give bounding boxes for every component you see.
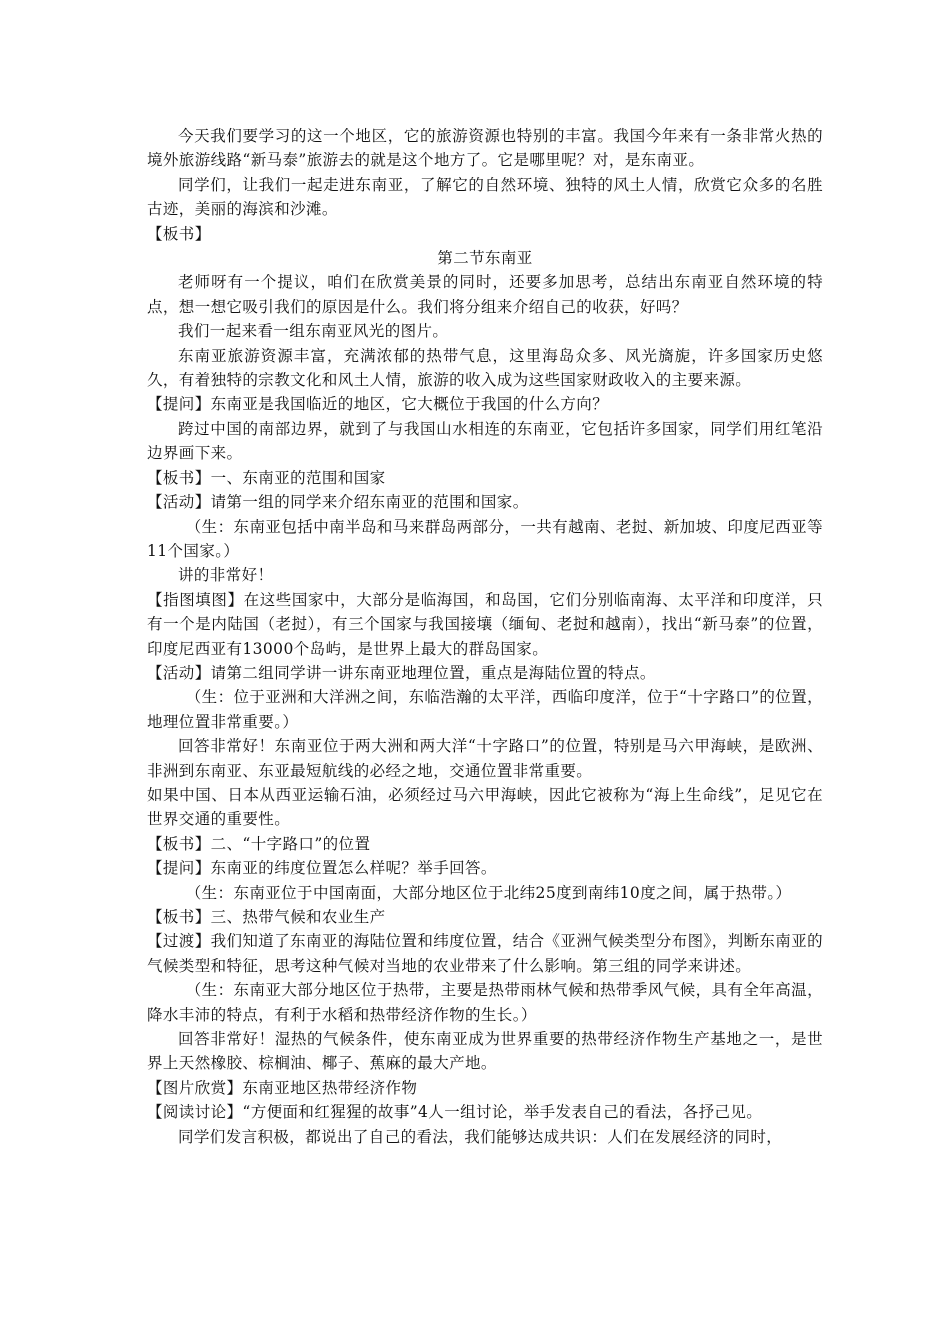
section-title: 第二节东南亚 xyxy=(437,249,533,268)
student-answer-2: （生：位于亚洲和大洋洲之间，东临浩瀚的太平洋，西临印度洋，位于“十字路口”的位置，地理位置非常重要。） xyxy=(147,688,823,731)
picture-appreciation: 【图片欣赏】东南亚地区热带经济作物 xyxy=(147,1078,418,1097)
paragraph-pictures: 我们一起来看一组东南亚风光的图片。 xyxy=(178,322,449,341)
board-heading-1: 【板书】一、东南亚的范围和国家 xyxy=(147,468,386,487)
paragraph-crossroads: 回答非常好！东南亚位于两大洲和两大洋“十字路口”的位置，特别是马六甲海峡，是欧洲、非洲到东南亚、东亚最短航线的必经之地，交通位置非常重要。 xyxy=(147,737,823,780)
student-answer-4: （生：东南亚大部分地区位于热带，主要是热带雨林气候和热带季风气候，具有全年高温，降水丰沛的特点，有利于水稻和热带经济作物的生长。） xyxy=(147,981,823,1024)
paragraph-consensus: 同学们发言积极，都说出了自己的看法，我们能够达成共识：人们在发展经济的同时， xyxy=(178,1127,783,1146)
paragraph-border: 跨过中国的南部边界，就到了与我国山水相连的东南亚，它包括许多国家，同学们用红笔沿边界画下来。 xyxy=(147,419,823,463)
board-heading-2: 【板书】二、“十字路口”的位置 xyxy=(147,834,371,853)
paragraph-praise: 讲的非常好！ xyxy=(178,566,274,585)
paragraph-crops: 回答非常好！湿热的气候条件，使东南亚成为世界重要的热带经济作物生产基地之一，是世界上天然橡胶、棕榈油、椰子、蕉麻的最大产地。 xyxy=(147,1030,823,1073)
paragraph-oil-route: 如果中国、日本从西亚运输石油，必须经过马六甲海峡，因此它被称为“海上生命线”，足见它在世界交通的重要性。 xyxy=(147,785,823,829)
transition: 【过渡】我们知道了东南亚的海陆位置和纬度位置，结合《亚洲气候类型分布图》，判断东南亚的气候类型和特征，思考这种气候对当地的农业带来了什么影响。第三组的同学来讲述。 xyxy=(147,932,823,975)
question-direction: 【提问】东南亚是我国临近的地区，它大概位于我国的什么方向？ xyxy=(147,395,609,414)
document-body xyxy=(147,124,823,1149)
activity-1: 【活动】请第一组的同学来介绍东南亚的范围和国家。 xyxy=(147,493,529,512)
question-latitude: 【提问】东南亚的纬度位置怎么样呢？举手回答。 xyxy=(147,859,497,878)
student-answer-1: （生：东南亚包括中南半岛和马来群岛两部分，一共有越南、老挝、新加坡、印度尼西亚等11个国家。） xyxy=(147,517,823,560)
board-heading-3: 【板书】三、热带气候和农业生产 xyxy=(147,908,386,926)
board-label: 【板书】 xyxy=(147,224,211,243)
paragraph-proposal: 老师呀有一个提议，咱们在欣赏美景的同时，还要多加思考，总结出东南亚自然环境的特点，想一想它吸引我们的原因是什么。我们将分组来介绍自己的收获，好吗？ xyxy=(147,273,823,316)
paragraph-tourism: 东南亚旅游资源丰富，充满浓郁的热带气息，这里海岛众多、风光旖旎，许多国家历史悠久，有着独特的宗教文化和风土人情，旅游的收入成为这些国家财政收入的主要来源。 xyxy=(147,346,823,390)
map-activity: 【指图填图】在这些国家中，大部分是临海国，和岛国，它们分别临南海、太平洋和印度洋，只有一个是内陆国（老挝），有三个国家与我国接壤（缅甸、老挝和越南），找出“新马泰”的位置，印度尼西亚有13000个岛屿，是世界上最大的群岛国家。 xyxy=(147,590,823,658)
student-answer-3: （生：东南亚位于中国南面，大部分地区位于北纬25度到南纬10度之间，属于热带。） xyxy=(185,883,792,902)
paragraph-invite: 同学们，让我们一起走进东南亚，了解它的自然环境、独特的风土人情，欣赏它众多的名胜古迹，美丽的海滨和沙滩。 xyxy=(147,175,823,219)
reading-discussion: 【阅读讨论】“方便面和红猩猩的故事”4人一组讨论，举手发表自己的看法，各抒己见。 xyxy=(147,1103,763,1122)
activity-2: 【活动】请第二组同学讲一讲东南亚地理位置，重点是海陆位置的特点。 xyxy=(147,663,656,682)
paragraph-intro: 今天我们要学习的这一个地区，它的旅游资源也特别的丰富。我国今年来有一条非常火热的境外旅游线路“新马泰”旅游去的就是这个地方了。它是哪里呢？对，是东南亚。 xyxy=(147,127,823,170)
